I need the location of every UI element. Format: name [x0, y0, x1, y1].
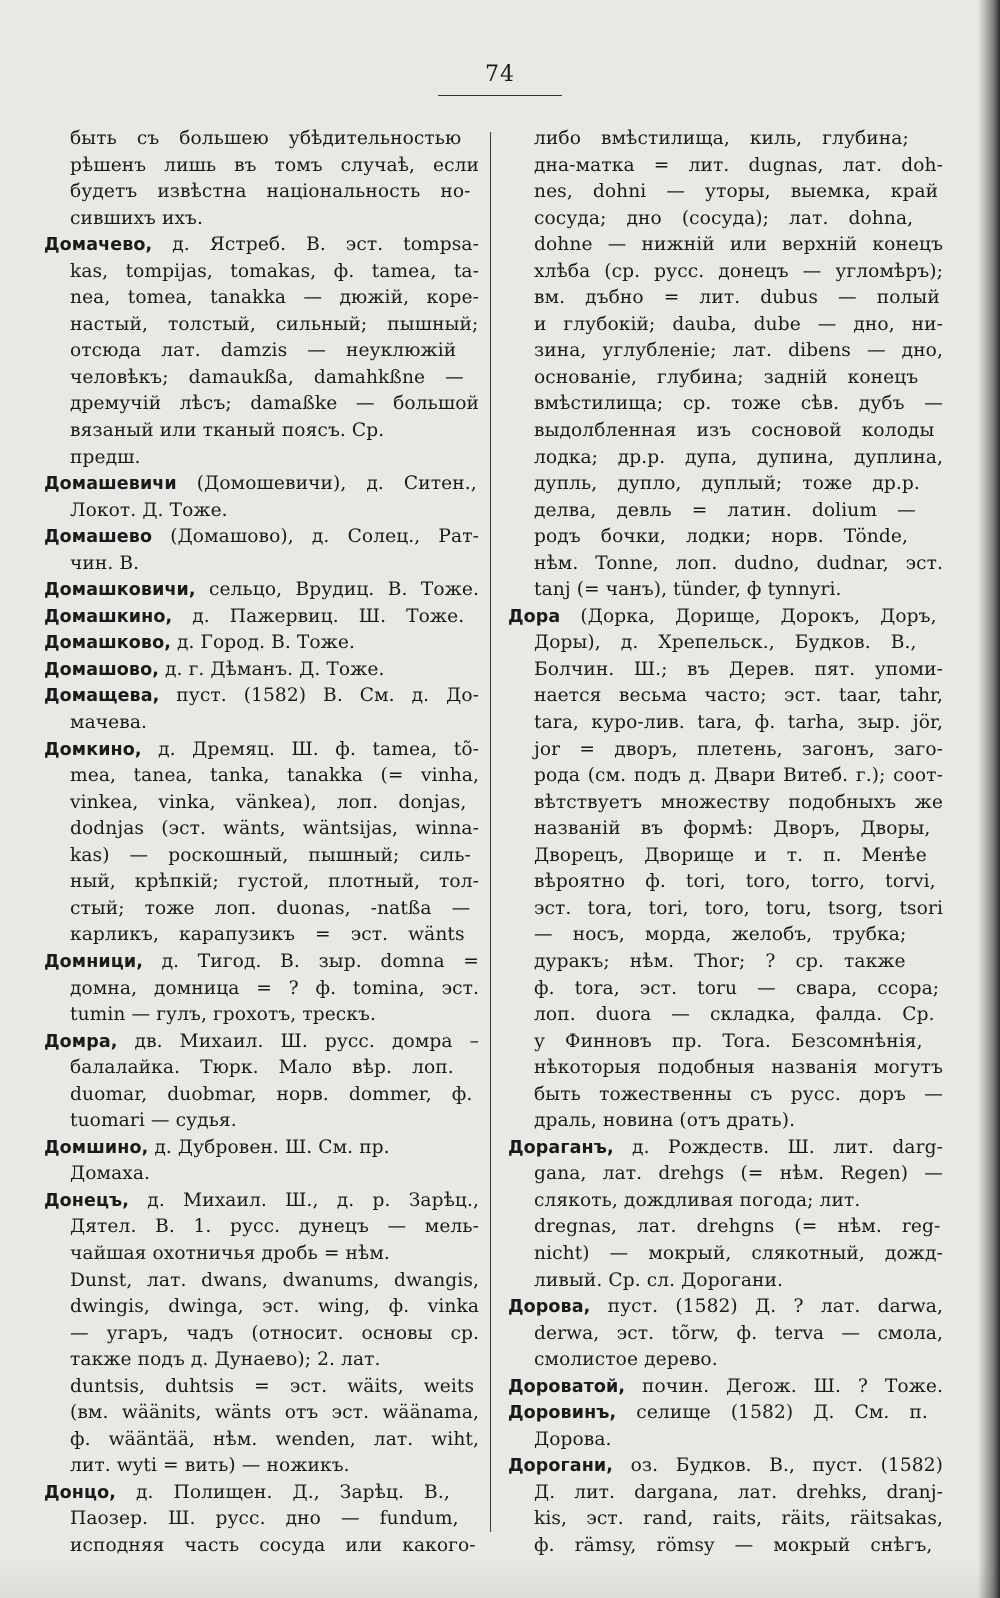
line-text: Болчин. Ш.; въ Дерев. пят. упоми- — [534, 658, 943, 680]
text-line — [508, 1241, 943, 1268]
entry-line — [508, 1453, 943, 1480]
text-line — [44, 206, 479, 233]
text-line — [44, 391, 479, 418]
text-line — [508, 922, 943, 949]
line-text: ф. rämsy, römsy — мокрый снѣгъ, — [534, 1534, 933, 1556]
line-text: нѣкоторыя подобныя названія могутъ — [534, 1057, 943, 1079]
text-line — [508, 1214, 943, 1241]
text-line — [508, 896, 943, 923]
line-text: dregnas, лат. drehgns (= нѣм. reg- — [534, 1216, 941, 1238]
line-text: человѣкъ; damaukßa, damahkßne — — [70, 366, 464, 388]
text-line — [508, 683, 943, 710]
text-line — [44, 816, 479, 843]
line-text: kas, tompijas, tomakas, ф. tamea, ta- — [70, 260, 479, 282]
line-text: делва, девль = латин. dolium — — [534, 499, 916, 521]
page-number-rule — [438, 95, 562, 96]
headword: Дораганъ, — [508, 1137, 614, 1158]
text-line — [44, 1374, 479, 1401]
text-line — [44, 1533, 479, 1560]
line-text: (Дорка, Дорище, Дорокъ, Доръ, — [560, 605, 937, 627]
line-text: быть тожественны съ русс. доръ — — [534, 1083, 943, 1105]
line-text: основаніе, глубина; задній конецъ — [534, 366, 919, 388]
line-text: почин. Дегож. Ш. ? Тоже. — [625, 1375, 943, 1397]
line-text: у Финновъ пр. Tora. Безсомнѣнія, — [534, 1030, 923, 1052]
entry-line — [44, 683, 479, 710]
text-line — [44, 551, 479, 578]
line-text: derwa, эст. tõrw, ф. terva — смола, — [534, 1322, 943, 1344]
line-text: dodnjas (эст. wänts, wäntsijas, winna- — [70, 818, 479, 840]
text-line — [44, 710, 479, 737]
line-text: пуст. (1582) В. См. д. До- — [159, 685, 479, 707]
line-text: д. Город. В. Тоже. — [170, 632, 356, 654]
line-text: и глубокій; dauba, dube — дно, ни- — [534, 313, 943, 335]
text-line — [508, 630, 943, 657]
entry-line — [508, 604, 943, 631]
text-line — [44, 922, 479, 949]
text-line — [508, 1055, 943, 1082]
headword: Домашковичи, — [44, 580, 196, 601]
text-line — [44, 976, 479, 1003]
entry-line — [44, 577, 479, 604]
entry-line — [508, 1400, 943, 1427]
line-text: ф. tora, эст. toru — свара, ссора; — [534, 977, 940, 999]
text-line — [44, 285, 479, 312]
headword: Донецъ, — [44, 1190, 130, 1211]
text-line — [508, 1108, 943, 1135]
line-text: дв. Михаил. Ш. русс. домра – — [117, 1030, 479, 1052]
text-line — [508, 551, 943, 578]
text-line — [44, 1002, 479, 1029]
line-text: чин. В. — [70, 552, 140, 574]
line-text: gana, лат. drehgs (= нѣм. Regen) — — [534, 1163, 943, 1185]
right-column — [508, 126, 943, 1560]
entry-line — [44, 737, 479, 764]
line-text: родъ бочки, лодки; норв. Tönde, — [534, 526, 908, 548]
text-line — [508, 657, 943, 684]
text-line — [44, 1241, 479, 1268]
line-text: исподняя часть сосуда или какого- — [70, 1534, 476, 1556]
entry-line — [44, 1029, 479, 1056]
line-text: дремучій лѣсъ; damaßke — большой — [70, 393, 479, 415]
line-text: д. Дремяц. Ш. ф. tamea, tõ- — [141, 738, 479, 760]
line-text: jor = дворъ, плетень, загонъ, заго- — [534, 738, 943, 760]
line-text: — угаръ, чадъ (относит. основы ср. — [70, 1322, 479, 1344]
headword: Домшино, — [44, 1137, 149, 1158]
headword: Домащева, — [44, 686, 160, 707]
line-text: дна-матка = лит. dugnas, лат. doh- — [534, 154, 943, 176]
text-line — [44, 338, 479, 365]
line-text: выдолбленная изъ сосновой колоды — [534, 420, 935, 442]
line-text: Домаха. — [70, 1163, 151, 1185]
line-text: nes, dohni — уторы, выемка, край — [534, 181, 939, 203]
text-line — [508, 498, 943, 525]
line-text: мачева. — [70, 712, 148, 734]
headword: Домра, — [44, 1031, 118, 1052]
line-text: сосуда; дно (сосуда); лат. dohna, — [534, 207, 914, 229]
text-line — [44, 790, 479, 817]
headword: Донцо, — [44, 1482, 116, 1503]
entry-line — [44, 1188, 479, 1215]
text-line — [44, 1055, 479, 1082]
entry-line — [44, 604, 479, 631]
text-line — [508, 843, 943, 870]
headword: Домкино, — [44, 739, 142, 760]
text-line — [508, 1506, 943, 1533]
entry-line — [508, 1135, 943, 1162]
text-line — [508, 445, 943, 472]
line-text: д. Пажервиц. Ш. Тоже. — [172, 605, 465, 627]
line-text: duomar, duobmar, норв. dommer, ф. — [70, 1083, 473, 1105]
line-text: вязаный или тканый поясъ. Ср. — [70, 420, 385, 442]
text-line — [44, 1506, 479, 1533]
text-line — [508, 153, 943, 180]
line-text: быть съ большею убѣдительностью — [70, 128, 462, 149]
line-text: д. Полищен. Д., Зарѣц. В., — [115, 1481, 450, 1503]
text-line — [44, 1161, 479, 1188]
text-line — [508, 790, 943, 817]
text-line — [508, 1347, 943, 1374]
line-text: эст. tora, tori, toro, toru, tsorg, tsori — [534, 897, 943, 919]
text-line — [508, 577, 943, 604]
line-text: duntsis, duhtsis = эст. wäits, weits — [70, 1375, 475, 1397]
text-line — [508, 1268, 943, 1295]
line-text: вм. дъбно = лит. dubus — полый — [534, 287, 940, 309]
line-text: д. Михаил. Ш., д. р. Зарѣц., — [129, 1189, 479, 1211]
line-text: селище (1582) Д. См. п. — [616, 1402, 928, 1424]
text-line — [44, 1214, 479, 1241]
page-number: 74 — [485, 62, 515, 87]
line-text: вѣроятно ф. tori, toro, torro, torvi, — [534, 871, 936, 893]
text-line — [44, 418, 479, 445]
text-line — [508, 1533, 943, 1560]
line-text: будетъ извѣстна національность но- — [70, 181, 471, 203]
headword: Домашево — [44, 527, 153, 548]
line-text: драль, новина (отъ драть). — [534, 1110, 796, 1132]
text-line — [44, 1400, 479, 1427]
line-text: kis, эст. rand, raits, räits, räitsakas, — [534, 1508, 943, 1530]
entry-line — [44, 1480, 479, 1507]
text-line — [508, 524, 943, 551]
text-line — [44, 896, 479, 923]
left-column — [44, 126, 479, 1560]
line-text: Дятел. В. 1. русс. дунецъ — мель- — [70, 1216, 479, 1238]
text-line — [508, 206, 943, 233]
line-text: (Домошевичи), д. Ситен., — [176, 473, 477, 495]
line-text: Локот. Д. Тоже. — [70, 499, 228, 521]
line-text: домна, домница = ? ф. tomina, эст. — [70, 977, 479, 999]
text-line — [508, 1002, 943, 1029]
line-text: д. Рождеств. Ш. лит. darg- — [613, 1136, 943, 1158]
line-text: чайшая охотничья дробь = нѣм. — [70, 1242, 390, 1264]
line-text: mea, tanea, tanka, tanakka (= vinha, — [70, 765, 479, 787]
text-line — [44, 1321, 479, 1348]
line-text: лоп. duora — складка, фалда. Ср. — [534, 1004, 935, 1026]
headword: Доровинъ, — [508, 1403, 617, 1424]
line-text: дупль, дупло, дуплый; тоже др.р. — [534, 473, 920, 495]
headword: Дора — [508, 606, 561, 627]
line-text: смолистое дерево. — [534, 1349, 718, 1371]
text-line — [508, 126, 943, 153]
line-text: vinkea, vinka, vänkea), лоп. donjas, — [70, 791, 467, 813]
line-text: д. Тигод. В. зыр. domna = — [142, 950, 479, 972]
text-line — [508, 285, 943, 312]
page-edge-shadow — [978, 0, 1000, 1598]
headword: Домашкино, — [44, 606, 173, 627]
text-line — [508, 365, 943, 392]
line-text: вѣтствуетъ множеству подобныхъ же — [534, 791, 943, 813]
line-text: tuomari — судья. — [70, 1110, 237, 1132]
headword: Домачево, — [44, 235, 153, 256]
line-text: сившихъ ихъ. — [70, 207, 203, 229]
line-text: д. Дубровен. Ш. См. пр. — [148, 1136, 390, 1158]
entry-line — [44, 657, 479, 684]
text-line — [44, 1347, 479, 1374]
line-text: рода (см. подъ д. Двари Витеб. г.); соот- — [534, 765, 943, 787]
text-line — [44, 179, 479, 206]
line-text: tumin — гулъ, грохотъ, трескъ. — [70, 1004, 376, 1026]
page-bottom-shade — [0, 1558, 1000, 1598]
text-line — [44, 1108, 479, 1135]
line-text: Д. лит. dargana, лат. drehks, dranj- — [534, 1481, 943, 1503]
text-line — [44, 259, 479, 286]
line-text: dohne — нижній или верхній конецъ — [534, 234, 943, 256]
text-line — [508, 1427, 943, 1454]
entry-line — [44, 232, 479, 259]
text-line — [508, 816, 943, 843]
text-line — [44, 126, 479, 153]
line-text: tara, куро-лив. tara, ф. tarha, зыр. jör, — [534, 712, 943, 734]
text-line — [508, 259, 943, 286]
text-line — [44, 498, 479, 525]
line-text: ный, крѣпкій; густой, плотный, тол- — [70, 871, 479, 893]
text-line — [44, 843, 479, 870]
headword: Домници, — [44, 951, 143, 972]
text-line — [508, 418, 943, 445]
line-text: стый; тоже лоп. duonas, -natßa — — [70, 897, 471, 919]
text-line — [44, 153, 479, 180]
text-line — [508, 1321, 943, 1348]
headword: Дорова, — [508, 1297, 591, 1318]
entry-line — [508, 1374, 943, 1401]
line-text: сельцо, Врудиц. В. Тоже. — [195, 579, 479, 601]
line-text: отсюда лат. damzis — неуклюжій — [70, 340, 457, 362]
text-line — [44, 869, 479, 896]
line-text: Паозер. Ш. русс. дно — fundum, — [70, 1508, 459, 1530]
text-line — [508, 1161, 943, 1188]
line-text: рѣшенъ лишь въ томъ случаѣ, если — [70, 154, 479, 176]
line-text: ливый. Ср. сл. Дорогани. — [534, 1269, 784, 1291]
line-text: ф. wääntää, нѣм. wenden, лат. wiht, — [70, 1428, 479, 1450]
entry-line — [508, 1294, 943, 1321]
text-line — [44, 1268, 479, 1295]
entry-line — [44, 630, 479, 657]
text-line — [44, 1082, 479, 1109]
text-line — [44, 763, 479, 790]
line-text: Дорова. — [534, 1428, 612, 1450]
text-line — [508, 1082, 943, 1109]
column-divider — [490, 132, 491, 1532]
line-text: нается весьма часто; эст. taar, tahr, — [534, 685, 943, 707]
line-text: настый, толстый, сильный; пышный; — [70, 313, 479, 335]
line-text: балалайка. Тюрк. Мало вѣр. лоп. — [70, 1057, 454, 1079]
text-line — [508, 471, 943, 498]
text-line — [508, 232, 943, 259]
line-text: (Домашово), д. Солец., Рат- — [152, 526, 479, 548]
headword: Домашевичи — [44, 474, 177, 495]
line-text: зина, углубленіе; лат. dibens — дно, — [534, 340, 943, 362]
line-text: также подъ д. Дунаево); 2. лат. — [70, 1349, 381, 1371]
text-line — [508, 763, 943, 790]
line-text: карликъ, карапузикъ = эст. wänts — [70, 924, 465, 946]
headword: Домашово, — [44, 659, 159, 680]
line-text: хлѣба (ср. русс. донецъ — угломѣръ); — [534, 260, 943, 282]
text-line — [44, 1453, 479, 1480]
text-line — [508, 1188, 943, 1215]
line-text: — носъ, морда, желобъ, трубка; — [534, 924, 907, 946]
line-text: dwingis, dwinga, эст. wing, ф. vinka — [70, 1296, 479, 1318]
entry-line — [44, 524, 479, 551]
line-text: дуракъ; нѣм. Thor; ? ср. также — [534, 950, 906, 972]
line-text: слякоть, дождливая погода; лит. — [534, 1189, 861, 1211]
line-text: nea, tomea, tanakka — дюжій, коре- — [70, 287, 479, 309]
entry-line — [44, 471, 479, 498]
line-text: kas) — роскошный, пышный; силь- — [70, 844, 471, 866]
text-line — [508, 976, 943, 1003]
entry-line — [44, 949, 479, 976]
line-text: д. Ястреб. В. эст. tompsa- — [152, 234, 479, 256]
text-line — [508, 710, 943, 737]
line-text: Дворецъ, Дворище и т. п. Менѣе — [534, 844, 927, 866]
text-line — [508, 949, 943, 976]
line-text: вмѣстилища; ср. тоже сѣв. дубъ — — [534, 393, 943, 415]
headword: Домашково, — [44, 633, 171, 654]
line-text: лит. wyti = вить) — ножикъ. — [70, 1455, 350, 1477]
text-line — [508, 869, 943, 896]
line-text: либо вмѣстилища, киль, глубина; — [534, 128, 909, 149]
text-line — [44, 1294, 479, 1321]
line-text: Доры), д. Хрепельск., Будков. В., — [534, 632, 917, 654]
line-text: предш. — [70, 446, 141, 468]
text-line — [508, 338, 943, 365]
headword: Дорогани, — [508, 1456, 614, 1477]
line-text: нѣм. Tonne, лоп. dudno, dudnar, эст. — [534, 552, 943, 574]
line-text: лодка; др.р. дупа, дупина, дуплина, — [534, 446, 943, 468]
text-line — [508, 391, 943, 418]
line-text: пуст. (1582) Д. ? лат. darwa, — [590, 1296, 943, 1318]
text-line — [508, 179, 943, 206]
text-line — [44, 312, 479, 339]
line-text: названій въ формѣ: Дворъ, Дворы, — [534, 818, 931, 840]
line-text: nicht) — мокрый, слякотный, дожд- — [534, 1242, 943, 1264]
text-line — [44, 365, 479, 392]
text-line — [508, 1480, 943, 1507]
line-text: оз. Будков. В., пуст. (1582) — [613, 1455, 943, 1477]
text-line — [44, 445, 479, 472]
line-text: Dunst, лат. dwans, dwanums, dwangis, — [70, 1269, 479, 1291]
line-text: tanj (= чанъ), tünder, ф tynnyri. — [534, 579, 842, 601]
entry-line — [44, 1135, 479, 1162]
text-line — [508, 737, 943, 764]
text-line — [44, 1427, 479, 1454]
text-line — [508, 312, 943, 339]
line-text: (вм. wäänits, wänts отъ эст. wäänama, — [70, 1402, 479, 1424]
headword: Дороватой, — [508, 1376, 626, 1397]
line-text: д. г. Дѣманъ. Д. Тоже. — [158, 658, 385, 680]
text-line — [508, 1029, 943, 1056]
